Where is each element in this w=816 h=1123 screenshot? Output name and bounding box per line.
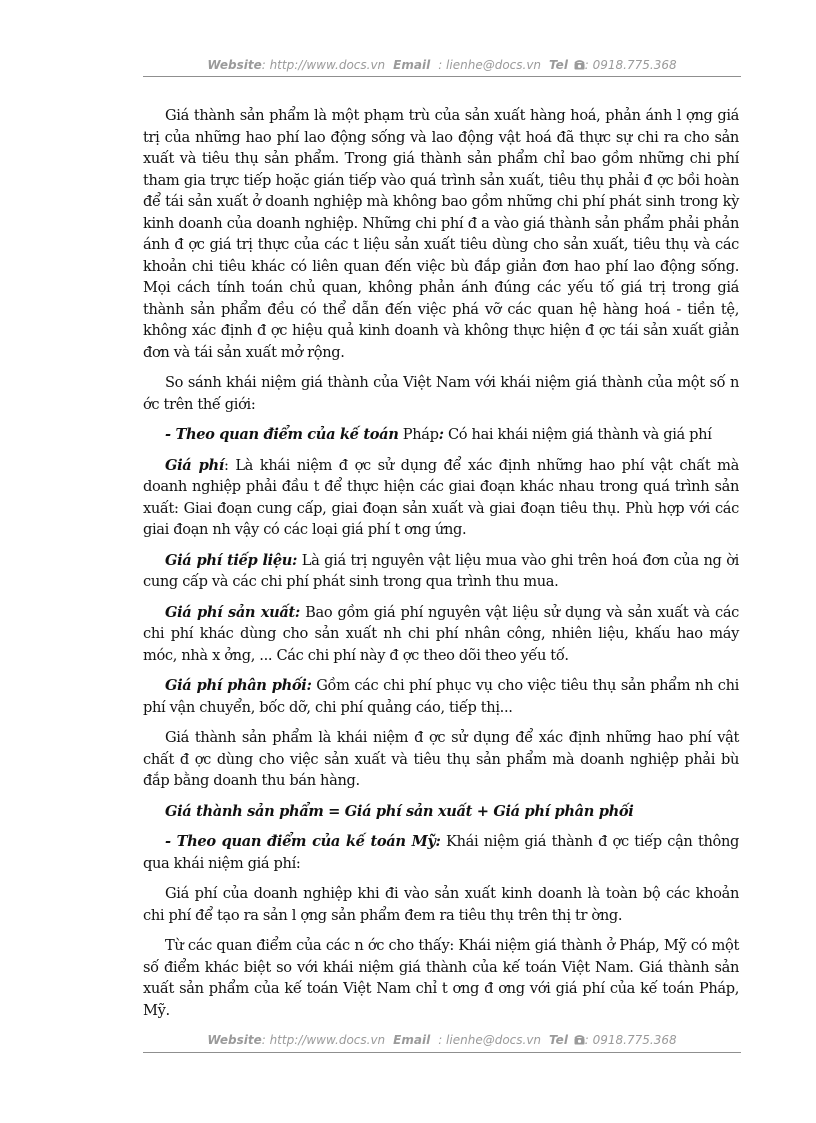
gia-phi-term: Giá phí: [165, 456, 224, 474]
paragraph-gia-thanh-definition: Giá thành sản phẩm là khái niệm đ ợc sử dụng để xác định những hao phí vật chất đ ợc dùng cho việc sản xuất và tiêu thụ sản phẩm mà doanh nghiệp phải bù đắp bằng doanh thu bán hàng.: [143, 729, 739, 789]
header-email-value: : lienhe@docs.vn: [438, 58, 542, 72]
header-tel-label: Tel: [549, 58, 568, 72]
gia-phi-san-xuat-text: Bao gồm giá phí nguyên vật liệu sử dụng và sản xuất và các chi phí khác dùng cho sản xuất nh chi phí nhân công, nhiên liệu, khấu hao máy móc, nhà x ởng, ... Các chi phí này đ ợc theo dõi theo yếu tố.: [143, 603, 740, 664]
page-header: [143, 58, 741, 72]
paragraph-us-view: [143, 831, 739, 874]
paragraph-gia-phi-tiep-lieu: [143, 550, 739, 593]
paragraph-gia-phi: [143, 455, 739, 541]
header-email-label: Email: [393, 58, 431, 72]
header-website-label: Website: [207, 58, 262, 72]
formula-line: Giá thành sản phẩm = Giá phí sản xuất + Giá phí phân phối: [165, 802, 634, 820]
header-rule: [143, 76, 741, 77]
footer-email-value: : lienhe@docs.vn: [438, 1033, 542, 1047]
page-footer: [143, 1033, 741, 1047]
gia-phi-san-xuat-term: Giá phí sản xuất:: [165, 603, 300, 621]
footer-website-value: : http://www.docs.vn: [261, 1033, 386, 1047]
us-view-lead: - Theo quan điểm của kế toán Mỹ:: [165, 833, 441, 850]
header-tel-value: : 0918.775.368: [584, 58, 677, 72]
gia-phi-tiep-lieu-text: Là giá trị nguyên vật liệu mua vào ghi trên hoá đơn của ng ời cung cấp và các chi phí phát sinh trong qua trình thu mua.: [143, 551, 739, 590]
gia-phi-phan-phoi-text: Gồm các chi phí phục vụ cho việc tiêu thụ sản phẩm nh chi phí vận chuyển, bốc dỡ, chi phí quảng cáo, tiếp thị...: [143, 677, 739, 716]
paragraph-definition: Giá thành sản phẩm là một phạm trù của sản xuất hàng hoá, phản ánh l ợng giá trị của những hao phí lao động sống và lao động vật hoá đã thực sự chi ra cho sản xuất và tiêu thụ sản phẩm. Trong giá thành sản phẩm chỉ bao gồm những chi phí tham gia trực tiếp hoặc gián tiếp vào quá trình sản xuất, tiêu thụ phải đ ợc bồi hoàn để tái sản xuất ở doanh nghiệp mà không bao gồm những chi phí phát sinh trong kỳ kinh doanh của doanh nghiệp. Những chi phí đ a vào giá thành sản phẩm phải phản ánh đ ợc giá trị thực của các t liệu sản xuất tiêu dùng cho sản xuất, tiêu thụ và các khoản chi tiêu khác có liên quan đến việc bù đắp giản đơn hao phí lao động sống. Mọi cách tính toán chủ quan, không phản ánh đúng các yếu tố giá trị trong giá thành sản phẩm đều có thể dẫn đến việc phá vỡ các quan hệ hàng hoá - tiền tệ, không xác định đ ợc hiệu quả kinh doanh và không thực hiện đ ợc tái sản xuất giản đơn và tái sản xuất mở rộng.: [143, 107, 739, 361]
phone-icon: [574, 60, 585, 70]
footer-email-label: Email: [393, 1033, 431, 1047]
france-view-colon: :: [438, 426, 444, 443]
gia-phi-text: : Là khái niệm đ ợc sử dụng để xác định những hao phí vật chất mà doanh nghiệp phải đầu t để thực hiện các giai đoạn khác nhau trong quá trình sản xuất: Giai đoạn cung cấp, giai đoạn sản xuất và giai đoạn tiêu thụ. Phù hợp với các giai đoạn nh vậy có các loại giá phí t ơng ứng.: [143, 456, 739, 538]
gia-phi-phan-phoi-term: Giá phí phân phối:: [165, 677, 312, 694]
gia-phi-tiep-lieu-term: Giá phí tiếp liệu:: [165, 551, 298, 569]
paragraph-enterprise-cost: Giá phí của doanh nghiệp khi đi vào sản xuất kinh doanh là toàn bộ các khoản chi phí để tạo ra sản l ợng sản phẩm đem ra tiêu thụ trên thị tr ờng.: [143, 885, 739, 924]
document-body: [143, 105, 739, 1030]
header-website-value: : http://www.docs.vn: [261, 58, 386, 72]
footer-website-label: Website: [207, 1033, 262, 1047]
paragraph-france-view: [143, 424, 739, 446]
france-view-text: Có hai khái niệm giá thành và giá phí: [443, 426, 712, 443]
france-view-lead: - Theo quan điểm của kế toán: [165, 426, 399, 443]
france-view-country: Pháp: [398, 426, 439, 443]
paragraph-conclusion: Từ các quan điểm của các n ớc cho thấy: Khái niệm giá thành ở Pháp, Mỹ có một số điểm khác biệt so với khái niệm giá thành của kế toán Việt Nam. Giá thành sản xuất sản phẩm của kế toán Việt Nam chỉ t ơng đ ơng với giá phí của kế toán Pháp, Mỹ.: [143, 937, 739, 1019]
footer-rule: [143, 1052, 741, 1053]
paragraph-gia-phi-phan-phoi: [143, 675, 739, 718]
phone-icon: [574, 1035, 585, 1045]
footer-tel-label: Tel: [549, 1033, 568, 1047]
paragraph-comparison: So sánh khái niệm giá thành của Việt Nam với khái niệm giá thành của một số n ớc trên thế giới:: [143, 374, 739, 413]
paragraph-gia-phi-san-xuat: [143, 602, 739, 667]
footer-tel-value: : 0918.775.368: [584, 1033, 677, 1047]
us-view-text: Khái niệm giá thành đ ợc tiếp cận thông qua khái niệm giá phí:: [143, 833, 739, 872]
